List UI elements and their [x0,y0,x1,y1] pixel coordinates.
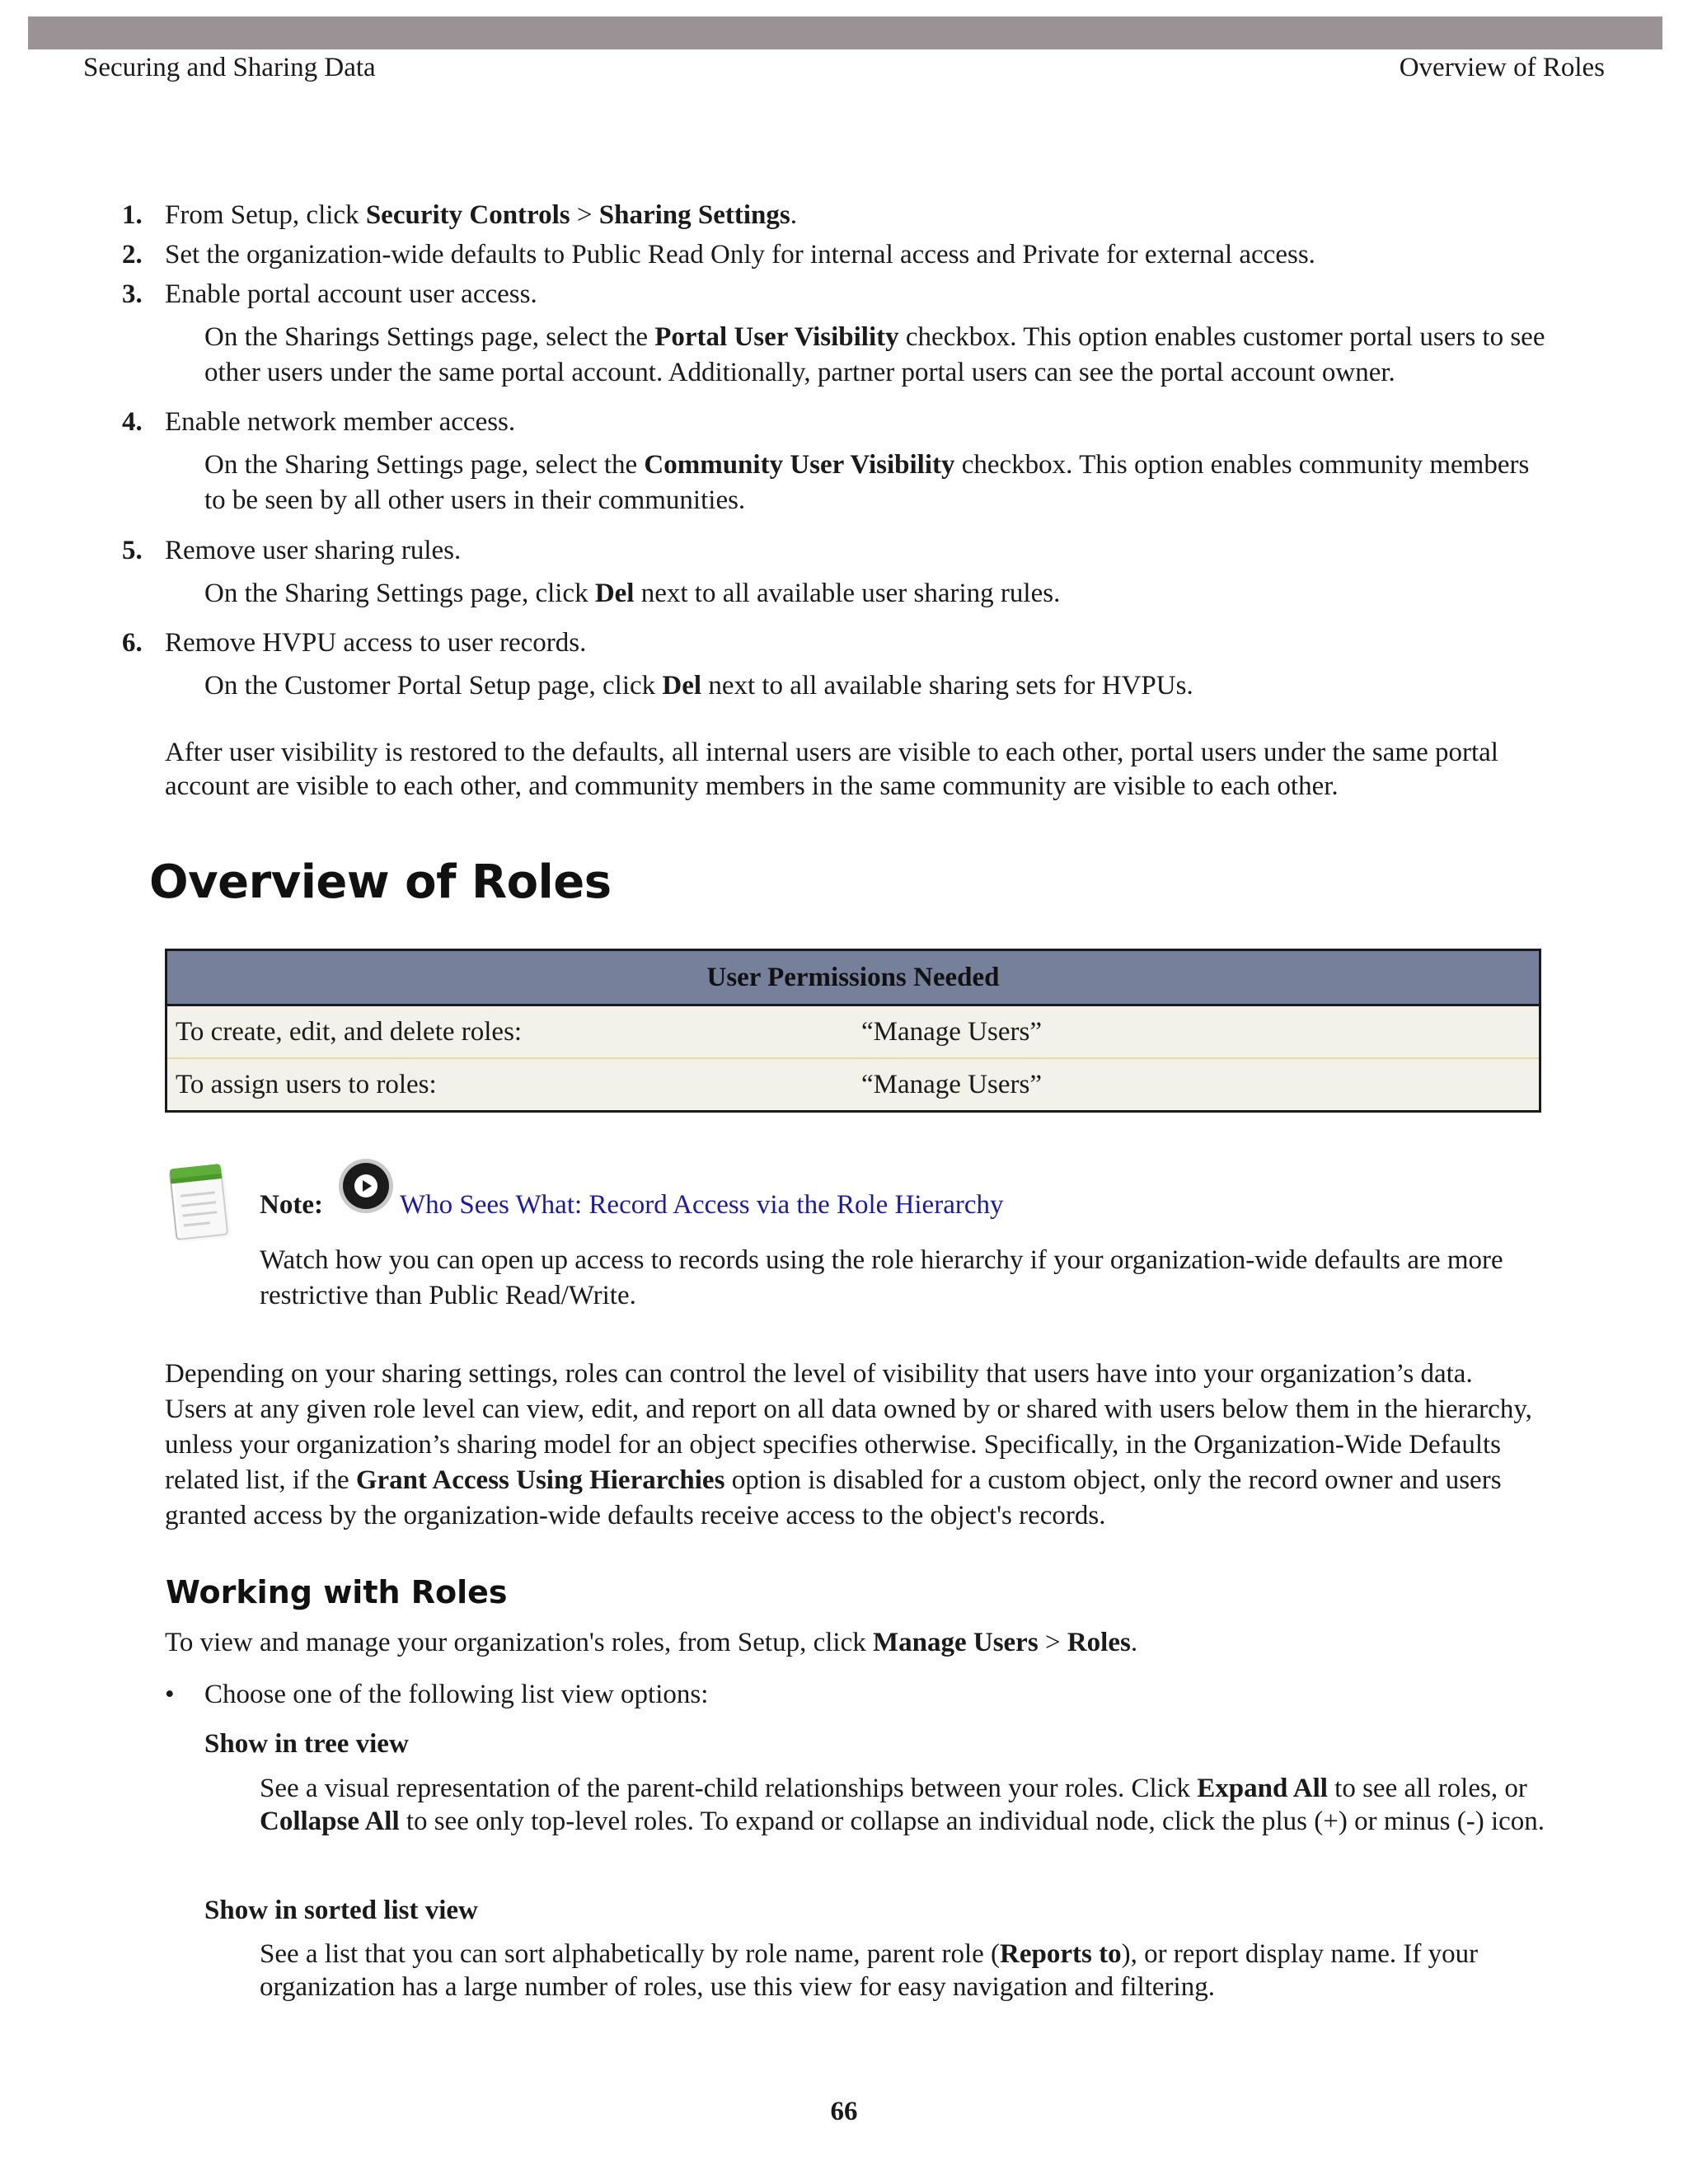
bold-text: Portal User Visibility [654,322,899,352]
step-2 [122,237,1541,273]
step-3-detail [204,320,1548,391]
step-number: 1. [122,200,143,230]
bold-text: Del [662,671,702,701]
table-cell-permission: “Manage Users” [861,1017,1042,1047]
note-label: Note: [260,1190,323,1220]
step-text [165,240,1315,269]
bold-text: Sharing Settings [598,200,790,230]
step-4 [122,405,1541,440]
step-4-detail [204,448,1548,518]
text-run: checkbox. This option enables customer portal users to see other users under the same portal account. Additionally, partner portal users can see the portal account owner. [204,322,1545,387]
text-run: next to all available user sharing rules. [634,579,1061,608]
note-body: Watch how you can open up access to records using the role hierarchy if your organization-wide defaults are more restrictive than Public Read/Write. [260,1245,1503,1310]
step-text [165,536,461,565]
bold-text: Roles [1067,1628,1131,1657]
bold-text: Reports to [1000,1939,1122,1969]
table-row [167,1057,1539,1110]
bold-text: Grant Access Using Hierarchies [355,1465,725,1495]
text-run: ), or report display name. If your organization has a large number of roles, use this view for easy navigation and filtering. [260,1939,1479,2002]
text-run: to see all roles, or [1327,1774,1527,1803]
table-header: User Permissions Needed [167,951,1539,1006]
text-run: On the Sharing Settings page, select the [204,450,645,480]
text-run: To view and manage your organization's roles, from Setup, click [165,1628,873,1657]
text-run: Depending on your sharing settings, roles can control the level of visibility that users have into your organization’s data. Users at any given role level can view, edit, and report on all data owned by or shared with users below them in the hierarchy, unless your organization’s sharing model for an object specifies otherwise. Specifically, in the Organization-Wide Defaults related list, if the [165,1359,1532,1495]
bullet-icon: • [165,1680,175,1709]
bold-text: Security Controls [365,200,570,230]
text-run: checkbox. This option enables community members to be seen by all other users in their communities. [204,450,1530,515]
text-run: From Setup, click [165,200,366,230]
text-run: to see only top-level roles. To expand or collapse an individual node, click the plus (+) or minus (-) icon. [399,1807,1545,1836]
text-run: See a visual representation of the parent-child relationships between your roles. Click [260,1774,1198,1803]
text-run: option is disabled for a custom object, only the record owner and users granted access by the organization-wide defaults receive access to the object's records. [165,1465,1502,1530]
step-text [165,407,515,437]
step-5 [122,533,1541,569]
definition-description [260,1772,1545,1838]
table-cell-permission: “Manage Users” [861,1070,1042,1099]
permissions-table [165,949,1541,1113]
running-header-left: Securing and Sharing Data [83,53,376,82]
subsection-title: Working with Roles [166,1574,508,1610]
table-cell-action: To create, edit, and delete roles: [176,1017,523,1047]
step-1 [122,198,1541,233]
bold-text: Expand All [1197,1774,1328,1803]
text-run: On the Sharing Settings page, click [204,579,595,608]
running-header-right: Overview of Roles [1399,53,1605,82]
step-6-detail [204,668,1548,704]
video-link[interactable]: Who Sees What: Record Access via the Role Hierarchy [400,1190,1004,1220]
text-run: Enable network member access. [165,407,516,437]
table-row [167,1006,1539,1057]
step-number: 3. [122,279,143,309]
step-number: 6. [122,628,143,658]
text-run: Set the organization-wide defaults to Public Read Only for internal access and Private for external access. [165,240,1315,269]
roles-paragraph [165,1357,1541,1534]
text-run: . [1130,1628,1138,1657]
note-icon [165,1160,232,1246]
step-number: 4. [122,407,143,437]
bold-text: Collapse All [260,1807,400,1836]
bullet-text: Choose one of the following list view options: [204,1680,709,1709]
step-text [165,628,586,658]
table-cell-action: To assign users to roles: [176,1070,437,1099]
section-title: Overview of Roles [149,855,612,909]
bold-text: Del [594,579,635,608]
step-number: 5. [122,536,143,565]
text-run: next to all available sharing sets for HVPUs. [701,671,1193,701]
text-run: See a list that you can sort alphabetically by role name, parent role ( [260,1939,1001,1969]
header-bar [28,16,1662,49]
step-text [165,200,797,230]
definition-description [260,1938,1545,2004]
bold-text: Community User Visibility [644,450,955,480]
definition-term: Show in tree view [204,1729,409,1759]
text-run: Remove HVPU access to user records. [165,628,587,658]
step-6 [122,626,1541,661]
step-3 [122,277,1541,312]
page-number: 66 [830,2097,858,2126]
text-run: On the Customer Portal Setup page, click [204,671,663,701]
bold-text: Manage Users [872,1628,1039,1657]
text-run: > [570,200,599,230]
text-run: On the Sharings Settings page, select the [204,322,655,352]
step-number: 2. [122,240,143,269]
text-run: . [790,200,797,230]
definition-term: Show in sorted list view [204,1896,478,1925]
working-intro [165,1625,1541,1661]
video-play-icon[interactable] [337,1157,395,1215]
text-run: Enable portal account user access. [165,279,537,309]
step-text [165,279,537,309]
text-run: > [1038,1628,1067,1657]
step-5-detail [204,576,1548,612]
after-steps-paragraph: After user visibility is restored to the defaults, all internal users are visible to each other, portal users under the same portal account are visible to each other, and community members in the same community are visible to each other. [165,738,1498,801]
text-run: Remove user sharing rules. [165,536,462,565]
